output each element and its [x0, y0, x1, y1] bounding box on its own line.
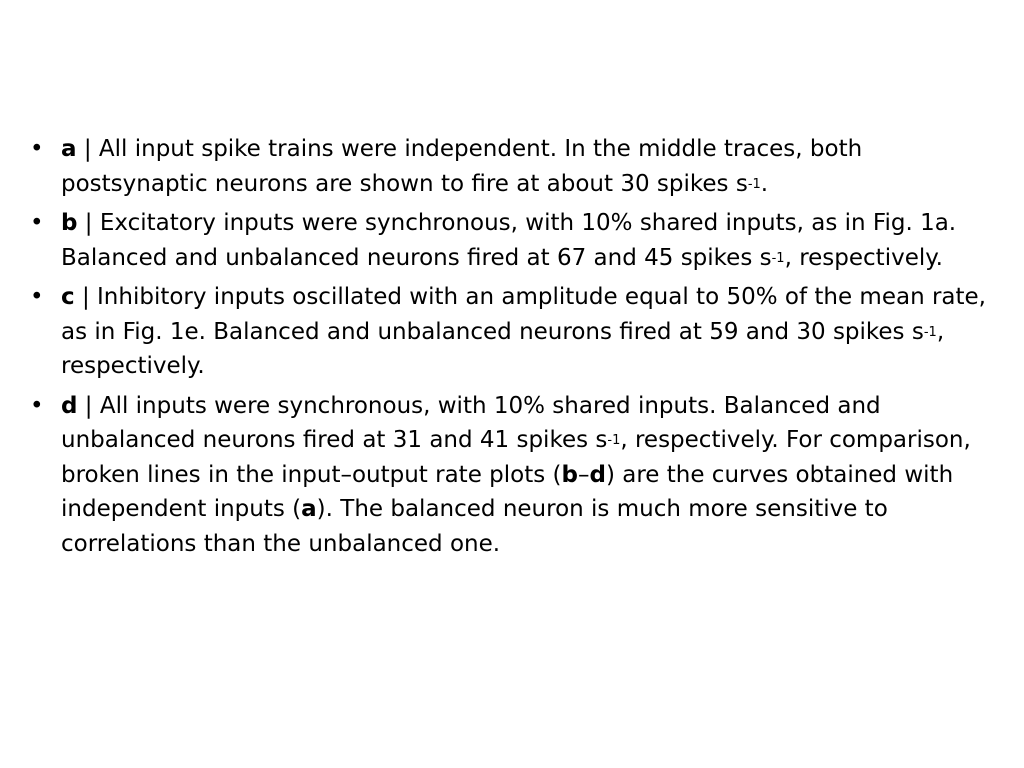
bold-panel-ref: b	[561, 461, 578, 488]
figure-legend-list	[30, 132, 1000, 566]
panel-label: d	[61, 392, 78, 419]
legend-text: , respectively.	[61, 318, 945, 379]
bullet-marker: •	[30, 392, 44, 419]
bullet-marker: •	[30, 210, 44, 236]
superscript: -1	[747, 176, 761, 192]
en-dash: –	[577, 461, 590, 488]
legend-text: All input spike trains were independent. In the middle traces, both postsynaptic neurons are shown to fire at about 30 spikes s	[61, 136, 863, 197]
bold-panel-ref: a	[301, 496, 317, 522]
separator: |	[77, 210, 100, 236]
legend-item-c	[30, 280, 1000, 384]
legend-text: ). The balanced neuron is much more sensitive to correlations than the unbalanced one.	[61, 496, 888, 557]
separator: |	[74, 284, 98, 310]
legend-item-a	[30, 132, 1000, 201]
legend-text: .	[760, 170, 769, 197]
bold-panel-ref: d	[589, 461, 606, 488]
legend-text: All inputs were synchronous, with 10% shared inputs. Balanced and unbalanced neurons fired at 31 and 41 spikes s	[61, 392, 881, 453]
bullet-marker: •	[30, 136, 44, 162]
panel-label: a	[61, 136, 77, 162]
legend-text: Inhibitory inputs oscillated with an amplitude equal to 50% of the mean rate, as in Fig. 1e. Balanced and unbalanced neurons fired at 59 and 30 spikes s	[61, 284, 986, 345]
legend-text: ) are the curves obtained with independent inputs (	[61, 461, 954, 522]
separator: |	[77, 392, 100, 419]
superscript: -1	[923, 324, 937, 340]
legend-text: , respectively.	[784, 244, 943, 271]
legend-text: , respectively. For comparison, broken lines in the input–output rate plots (	[61, 427, 971, 488]
superscript: -1	[771, 250, 785, 266]
panel-label: b	[61, 210, 78, 236]
bullet-marker: •	[30, 284, 44, 310]
legend-item-b	[30, 206, 1000, 275]
legend-item-d	[30, 389, 1000, 562]
panel-label: c	[61, 284, 75, 310]
legend-text: Excitatory inputs were synchronous, with 10% shared inputs, as in Fig. 1a. Balanced and unbalanced neurons fired at 67 and 45 spikes s	[61, 210, 957, 271]
superscript: -1	[607, 433, 621, 448]
separator: |	[76, 136, 99, 162]
